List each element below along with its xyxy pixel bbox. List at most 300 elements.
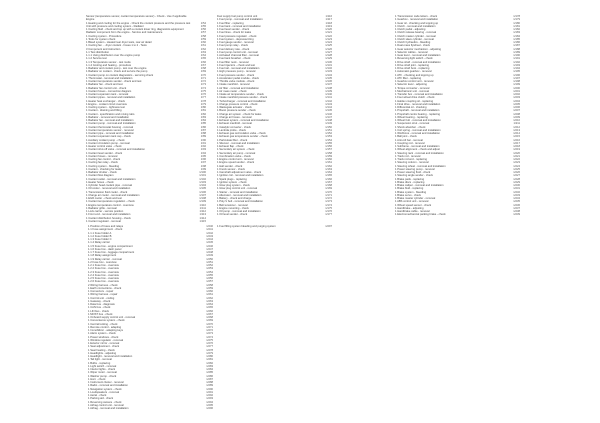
toc-entry-page: 1/265: [206, 306, 213, 310]
toc-entry-title: 1 Convenience system - check: [88, 319, 125, 323]
toc-entry-page: 1/235: [513, 200, 520, 204]
toc-entry-page: 1/255: [206, 273, 213, 277]
toc-entry-page: 1/258: [206, 283, 213, 287]
toc-entry-page: 1/278: [206, 348, 213, 352]
toc-entry-title: 1 Fuel gauge sender - removal: [217, 41, 254, 44]
toc-entry-page: 1/248: [206, 251, 213, 254]
toc-entry-title: 1 Horn - check: [88, 377, 106, 381]
toc-entry-page: 1/100: [199, 171, 206, 174]
toc-entry-title: 1.1.2 Fuse holder B: [88, 234, 112, 238]
toc-entry-page: 1/291: [206, 390, 213, 394]
toc-entry-title: 1 Selector lever - adjusting: [395, 83, 427, 87]
toc-entry-page: 1/114: [199, 216, 206, 220]
toc-entry-title: 1.2.2 Fuse box - overview: [88, 267, 119, 271]
toc-entry-page: 1/151: [325, 128, 332, 132]
toc-entry-title: 1 Cooling fan ... dryer coolant - hoses 1 to 2 - Tests: [86, 44, 147, 48]
toc-entry-page: 1/190: [513, 54, 520, 57]
toc-entry-title: 1.1.6 Fuse box - dash panel: [88, 247, 122, 251]
toc-entry-title: 1.1.5 Fuse box - engine compartment: [88, 244, 133, 248]
toc-entry-title: 1 Engine speed sender - check: [217, 161, 255, 165]
toc-entry-title: 1 Clutch pedal - adjusting: [395, 28, 426, 31]
toc-entry-page: 1/161: [325, 161, 332, 165]
toc-entry-page: 1/180: [513, 21, 520, 25]
toc-entry-title: 1 Engine temperature control - overview: [86, 203, 134, 207]
toc-entry-title: 1 Intake air temperature sender - check: [217, 93, 264, 96]
toc-entry-title: 1 Particulate filter - check: [217, 138, 248, 142]
toc-entry-page: 1/174: [325, 203, 332, 207]
toc-entry-title: 1 Coolant pump - removal and installation: [86, 122, 136, 126]
toc-entry-page: 1/155: [325, 141, 332, 145]
toc-entry-title: 1 Cooling system - bleeding: [86, 164, 120, 168]
toc-entry-page: 1/135: [325, 76, 332, 80]
toc-entry-title: 1 Secondary air system - check: [217, 148, 255, 152]
toc-entry-page: 1/175: [325, 206, 332, 210]
toc-entry-title: 1 ATF - checking and topping up: [395, 73, 434, 77]
toc-entry-page: 1/95: [200, 154, 206, 158]
toc-entry-title: 2 Wiring harness - check: [88, 283, 118, 287]
toc-entry-title: 1 Radiator fan - removal and installation: [86, 119, 134, 122]
toc-entry-page: 1/296: [206, 407, 213, 410]
toc-entry-page: 1/257: [206, 280, 213, 284]
toc-entry-page: 1/68: [200, 67, 206, 70]
toc-entry-page: 1/279: [206, 351, 213, 355]
toc-entry-title: 1 Thermostat - removal and installation: [86, 76, 133, 80]
toc-entry-page: 1/125: [325, 44, 332, 48]
toc-entry-title: 1 ABS control unit - removal: [395, 200, 429, 204]
toc-column-1: [86, 15, 206, 223]
toc-entry-page: 1/141: [325, 96, 332, 100]
toc-entry-title: 1 Radiator on coolant - check and service the pump: [86, 70, 148, 74]
toc-entry-title: 1 Loudspeakers - removal: [88, 390, 120, 394]
toc-entry-title: 1 Ignition system - check: [217, 180, 247, 184]
toc-entry-title: 1 Air filter - removal and installation: [217, 86, 259, 90]
toc-entry-title: 1 Coolant - checking for leaks: [86, 167, 122, 171]
toc-entry-page: 1/169: [325, 187, 332, 191]
toc-entry-title: 1 Coolant pump on coolant diagnostics - servicing check: [86, 73, 154, 77]
toc-entry-title: 1 Coupling rod - removal: [395, 141, 425, 145]
toc-entry-title: 1 Coolant level sender - check: [86, 151, 123, 155]
toc-entry-title: 1 Clutch release bearing - removal: [395, 31, 437, 35]
toc-entry-title: 1 Subframe - removal and installation: [395, 145, 440, 148]
toc-entry-title: 1 Alarm system - check: [88, 332, 116, 336]
toc-entry-title: 1 Catalytic converter - check: [217, 125, 251, 129]
toc-entry-page: 1/64: [200, 54, 206, 57]
toc-entry-title: 1 Brake servo - check: [395, 193, 421, 197]
toc-entry-page: 1/271: [206, 325, 213, 329]
toc-entry-title: 1 Cylinder head coolant pipe - removal: [86, 184, 133, 187]
toc-entry-page: 1/231: [513, 187, 520, 191]
toc-entry-page: 1/86: [200, 125, 206, 129]
toc-entry-title: 1.2.5 Fuse box - overview: [88, 277, 119, 280]
toc-entry-title: 1 Reversing camera - check: [88, 400, 122, 404]
toc-entry-page: 1/238: [513, 210, 520, 213]
toc-entry-page: 1/220: [513, 151, 520, 155]
toc-entry-page: 1/182: [513, 28, 520, 31]
toc-entry-title: 1 Differential oil - checking: [395, 106, 427, 109]
toc-entry-title: 1 Navigation system - check: [88, 387, 122, 391]
toc-entry-title: 1 Radio - removal and installation: [88, 384, 128, 388]
toc-entry-page: 1/97: [200, 161, 206, 165]
toc-entry-page: 1/163: [325, 167, 332, 171]
toc-entry-title: 1 Boost pressure sender - check: [217, 109, 256, 113]
toc-entry-title: 1 Fuel tank breather - check: [217, 57, 251, 61]
toc-entry-title: 1 Haldex coupling oil - replacing: [395, 99, 434, 103]
toc-column-3: [395, 15, 520, 217]
toc-entry-page: 1/63: [200, 50, 206, 54]
toc-entry-page: 1/113: [199, 213, 206, 217]
toc-entry-title: 1 Control unit - coding: [88, 296, 115, 300]
toc-entry-title: 1 Starter - removal and installation: [217, 190, 258, 194]
toc-entry-page: 1/232: [513, 190, 520, 194]
toc-entry-page: 1/183: [513, 31, 520, 35]
toc-entry-title: 1 Silencer - removal and installation: [217, 141, 260, 145]
toc-entry-page: 1/213: [513, 128, 520, 132]
toc-entry-title: 1 Gearbox - removal and installation: [395, 18, 439, 22]
toc-entry-page: 1/71: [200, 76, 206, 80]
toc-entry-title: 1 Coolant flow diagram: [86, 174, 114, 178]
toc-entry-page: 1/208: [513, 112, 520, 116]
toc-entry-title: 1 Wastegate actuator - check: [217, 106, 252, 109]
toc-entry-page: 1/129: [325, 57, 332, 61]
toc-entry-title: Engine: [86, 18, 95, 22]
toc-entry-title: 1 Connectors - repair: [88, 290, 114, 293]
toc-entry-page: 1/102: [199, 177, 206, 181]
toc-entry-title: 1 Fuel filter - replacing: [217, 21, 244, 25]
toc-entry-page: 1/152: [325, 132, 332, 135]
toc-entry-title: 1 Automatic gearbox - removal: [395, 70, 432, 74]
toc-entry-page: 1/219: [513, 148, 520, 152]
toc-entry-page: 1/251: [206, 260, 213, 264]
toc-entry-title: 1 Coolant temperature sender - check and test: [86, 80, 142, 83]
toc-entry-page: 1/215: [513, 135, 520, 139]
toc-entry-page: 1/176: [325, 210, 332, 213]
toc-entry-title: 1.2.4 Fuse box - overview: [88, 273, 119, 277]
toc-entry-title: 1 Aerial - check: [88, 394, 107, 397]
toc-entry-title: 1 Oil cooler - removal and installation: [86, 187, 131, 191]
toc-entry-page: 1/261: [206, 293, 213, 297]
toc-entry: [395, 213, 520, 216]
toc-entry-title: 1 Wheel hub - removal and installation: [395, 119, 441, 122]
toc-entry-page: 1/74: [200, 86, 206, 90]
toc-entry-title: 1 Lambda probe - check: [217, 128, 246, 132]
toc-entry-title: 1 Auxiliary coolant pump - check: [86, 138, 125, 142]
toc-entry-title: 1 Seat adjustment - check: [88, 345, 120, 349]
toc-entry-page: 1/277: [206, 345, 213, 349]
toc-entry-page: 1/62: [200, 47, 206, 51]
toc-entry-title: 1 Fuel pump control unit - removal: [217, 50, 258, 54]
toc-entry-page: 1/107: [199, 193, 206, 197]
toc-entry-page: 1/55: [200, 24, 206, 28]
toc-entry-page: 1/187: [513, 44, 520, 48]
toc-entry-page: 1/105: [199, 187, 206, 191]
toc-entry-title: 1 Clutch - removal and installation: [395, 24, 436, 28]
toc-entry-page: 1/285: [206, 371, 213, 375]
toc-entry-page: 1/166: [325, 177, 332, 181]
toc-entry-title: 1 Immobilizer - adapting keys: [88, 329, 123, 332]
toc-entry-page: 1/162: [325, 164, 332, 168]
toc-entry-title: 1 Seat heating - check: [88, 348, 115, 352]
toc-entry-page: 1/143: [325, 102, 332, 106]
toc-entry-page: 1/80: [200, 106, 206, 109]
toc-entry-page: 1/286: [206, 374, 213, 378]
toc-entry-page: 1/121: [325, 31, 332, 35]
toc-entry-title: 1 Throttle valve module - check: [217, 80, 255, 83]
toc-entry-page: 1/59: [200, 37, 206, 41]
toc-entry-page: 1/76: [200, 93, 206, 96]
toc-entry-page: 1/173: [325, 200, 332, 204]
toc-entry-page: 1/60: [200, 41, 206, 44]
toc-entry-page: 1/256: [206, 277, 213, 280]
toc-entry-page: 1/259: [206, 286, 213, 290]
toc-entry-page: 1/103: [199, 180, 206, 184]
toc-entry-title: 1 Reversing light switch - check: [395, 57, 433, 61]
toc-entry-title: 1 Clutch master cylinder - removal: [395, 34, 436, 38]
toc-entry-page: 1/204: [513, 99, 520, 103]
toc-entry-page: 1/130: [325, 60, 332, 64]
toc-entry-title: 1 MOST bus - check: [88, 312, 113, 316]
toc-entry-title: 1 Heater hoses - check: [86, 180, 114, 184]
toc-entry-page: 1/83: [200, 115, 206, 119]
toc-entry-title: 1 Track rod - removal: [395, 154, 421, 158]
toc-entry-title: 1 Cooling fan control - check: [86, 158, 121, 161]
toc-entry-title: 1 Headlight - removal and installation: [88, 355, 133, 358]
toc-entry-title: 1 Coolant temperature regulation - check: [86, 200, 135, 204]
toc-entry-title: 1 Ball joint - check: [395, 135, 417, 139]
toc-entry-title: 1 Coolant pipe - removal and installation: [86, 132, 134, 135]
toc-entry-page: 1/91: [200, 141, 206, 145]
toc-entry-page: 1/73: [200, 83, 206, 87]
toc-entry-title: 1.1.4 Relay carrier: [88, 241, 110, 245]
toc-entry-title: 1 Light switch - removal: [88, 364, 117, 368]
toc-entry-page: 1/237: [513, 206, 520, 210]
toc-entry-title: 1 CAN bus - check: [88, 306, 111, 310]
toc-entry-page: 1/178: [513, 15, 520, 18]
toc-entry-page: 1/57: [200, 31, 206, 35]
toc-entry-page: 1/184: [513, 34, 520, 38]
toc-entry-title: 1 Cooling fan relay - check: [86, 161, 118, 165]
toc-entry-title: 1 Radiator - removal and installation: [86, 115, 130, 119]
toc-entry-title: 1 Belt tensioner - removal: [217, 203, 248, 207]
toc-entry-title: 1 Intake manifold pressure sender - check: [217, 96, 268, 100]
toc-entry: [86, 220, 206, 223]
toc-entry-page: 1/126: [325, 47, 332, 51]
toc-entry-title: 1 Engine - coolant circuit overview: [86, 102, 127, 106]
toc-entry-page: 1/79: [200, 102, 206, 106]
toc-entry-title: 1 Wheel alignment - check and adjust: [395, 148, 440, 152]
toc-entry-page: 1/191: [513, 57, 520, 61]
toc-entry-page: 1/70: [200, 73, 206, 77]
toc-entry-title: 1 Battery - check and charge: [217, 197, 252, 200]
toc-entry-page: 1/274: [206, 335, 213, 339]
toc-entry-title: 1 Wiper motor - removal: [88, 371, 117, 375]
toc-entry-title: 1 Steering wheel - removal and installation: [395, 164, 446, 168]
toc-entry-title: 1 High pressure pump - removal: [217, 70, 256, 74]
toc-entry-title: 1 Tail light - removal: [88, 358, 112, 362]
toc-entry-title: 1 Radiator shutter - check: [86, 171, 117, 174]
toc-entry-page: 1/197: [513, 76, 520, 80]
toc-entry-page: 1/148: [325, 119, 332, 122]
toc-entry-title: 1 Torque converter - removal: [395, 86, 430, 90]
toc-entry-page: 1/241: [206, 228, 213, 232]
toc-entry-page: 1/170: [325, 190, 332, 194]
toc-entry-page: 1/236: [513, 203, 520, 207]
toc-entry-title: 1 Transfer box - removal and installation: [395, 93, 443, 96]
toc-entry-page: 1/131: [325, 63, 332, 67]
toc-entry-page: 1/99: [200, 167, 206, 171]
toc-entry-title: 1 Power steering pump - removal: [395, 167, 435, 171]
toc-entry-page: 1/233: [513, 193, 520, 197]
toc-entry-page: 1/254: [206, 270, 213, 274]
toc-entry-page: 1/98: [200, 164, 206, 168]
toc-entry-title: 1 Gateway - check: [88, 299, 111, 303]
toc-entry-page: 1/227: [513, 174, 520, 178]
toc-entry-page: 1/269: [206, 319, 213, 323]
toc-entry-title: 1 Four-wheel drive clutch - check: [395, 96, 435, 100]
toc-entry-title: Fuel supply fuel pump control unit: [217, 15, 258, 18]
toc-entry-title: 1 Radiator fan control unit - check: [86, 86, 127, 90]
toc-entry: [217, 225, 332, 228]
toc-entry-page: 1/119: [325, 24, 332, 28]
toc-entry-title: 1 Fuel pump relay - check: [217, 44, 248, 48]
toc-entry-page: 1/158: [325, 151, 332, 155]
toc-entry-page: 1/281: [206, 358, 213, 362]
toc-entry-page: 1/116: [325, 15, 332, 18]
toc-entry-title: 1 Transmission fluid cooler - check: [86, 190, 128, 194]
toc-entry-title: 1 Handbrake cable - removal: [395, 210, 430, 213]
toc-entry-title: 1.2.1 Fuse box - overview: [88, 264, 119, 267]
toc-entry-page: 1/154: [325, 138, 332, 142]
toc-entry-title: 1 Dual-mass flywheel - check: [395, 44, 430, 48]
toc-entry-page: 1/93: [200, 148, 206, 152]
toc-entry-page: 1/245: [206, 241, 213, 245]
toc-entry-page: 1/192: [513, 60, 520, 64]
toc-column-5: [217, 225, 332, 228]
toc-entry-title: 1 Fuel pressure regulator - check: [217, 34, 257, 38]
toc-entry-title: 1 Steering angle sender - check: [395, 174, 433, 178]
toc-entry-page: 1/266: [206, 309, 213, 313]
toc-entry-title: 1 Brake master cylinder - removal: [395, 197, 436, 200]
toc-entry-page: 1/101: [199, 174, 206, 178]
toc-entry-title: 1 Secondary air pump - removal: [217, 151, 256, 155]
toc-entry-page: 1/85: [200, 122, 206, 126]
toc-entry-page: 1/160: [325, 158, 332, 161]
toc-entry-page: 1/198: [513, 80, 520, 83]
toc-entry-title: 1 Poly-V belt - removal and installation: [217, 200, 263, 204]
toc-entry-title: 1.1.9 Relay carrier - removal: [88, 257, 122, 261]
toc-entry-page: 1/120: [325, 28, 332, 31]
toc-entry-page: 1/186: [513, 41, 520, 44]
toc-entry-page: 1/109: [199, 200, 206, 204]
toc-entry-title: 1 Final drive - removal and installation: [395, 102, 441, 106]
toc-entry-page: 1/250: [206, 257, 213, 261]
toc-entry-title: 1 Glow plug control unit - removal: [217, 187, 258, 191]
toc-entry-page: 1/263: [206, 299, 213, 303]
toc-entry-page: 1/78: [200, 99, 206, 103]
toc-entry-page: 1/216: [513, 138, 520, 142]
toc-entry-page: 1/122: [325, 34, 332, 38]
toc-entry-page: 1/133: [325, 70, 332, 74]
toc-entry-title: 1 Radiator fan - check and test: [86, 83, 123, 87]
toc-entry-title: 1 Track rod end - replacing: [395, 158, 427, 161]
toc-entry-title: 1 Fuel system - depressurizing: [217, 37, 254, 41]
toc-entry-page: 1/243: [206, 234, 213, 238]
toc-entry-title: 1 Brake fluid - replacing: [395, 187, 424, 191]
toc-entry-title: 1 Mechatronic unit - removal: [395, 89, 429, 93]
toc-entry-page: 1/77: [200, 96, 206, 100]
toc-entry: [88, 407, 213, 410]
toc-entry-title: 1 Gear lever - removal and installation: [395, 54, 441, 57]
toc-entry-title: 1 Gear selector mechanism - adjusting: [395, 47, 442, 51]
toc-entry-title: 1 Heater control valve - check: [86, 145, 122, 148]
toc-entry-page: 1/87: [200, 128, 206, 132]
toc-entry-page: 1/181: [513, 24, 520, 28]
toc-entry-title: 1.1 Test distribution: [86, 50, 110, 54]
toc-entry-page: 1/111: [199, 206, 206, 210]
toc-entry-title: 1 Headlights - adjusting: [88, 351, 117, 355]
toc-entry-page: 1/54: [200, 21, 206, 25]
toc-entry-title: 1 Interior lights - check: [88, 368, 116, 371]
toc-entry-page: 1/244: [206, 238, 213, 241]
toc-entry-page: 1/56: [200, 28, 206, 31]
toc-entry-title: 1 Brake discs - replacing: [395, 180, 425, 184]
toc-entry-page: 1/202: [513, 93, 520, 96]
toc-entry-page: 1/221: [513, 154, 520, 158]
toc-entry-page: 1/297: [325, 225, 332, 228]
toc-entry-page: 1/222: [513, 158, 520, 161]
toc-entry-page: 1/82: [200, 112, 206, 116]
toc-entry-page: 1/196: [513, 73, 520, 77]
toc-entry-title: 1 Camshaft adjustment valve - check: [217, 171, 262, 174]
toc-entry-title: 1.2.6 Fuse box - overview: [88, 280, 119, 284]
toc-entry-title: 1 Hall sender - check: [217, 164, 243, 168]
toc-entry-page: 1/211: [513, 122, 520, 126]
toc-entry-title: 1 Airbag control unit - removal: [88, 403, 124, 407]
toc-entry-title: 1 Coolant distribution housing - check: [86, 216, 131, 220]
toc-entry-title: 1 Brake pads - replacing: [395, 177, 425, 181]
toc-entry-title: 1 Charge pressure control - check: [217, 102, 258, 106]
toc-entry-page: 1/199: [513, 83, 520, 87]
toc-entry-page: 1/273: [206, 332, 213, 336]
toc-entry-page: 1/118: [325, 21, 332, 25]
toc-entry-page: 1/194: [513, 67, 520, 70]
toc-entry-page: 1/149: [325, 122, 332, 126]
toc-entry-page: 1/225: [513, 167, 520, 171]
toc-entry-page: 1/88: [200, 132, 206, 135]
toc-entry-page: 1/177: [325, 213, 332, 217]
toc-entry-page: 1/242: [206, 231, 213, 235]
toc-entry-page: 1/150: [325, 125, 332, 129]
toc-entry-page: 1/229: [513, 180, 520, 184]
toc-entry-title: 1 Wheel speed sensor - check: [395, 203, 432, 207]
toc-entry-title: 1 Exhaust gas temperature sender - check: [217, 135, 268, 139]
toc-entry-page: 1/272: [206, 329, 213, 332]
toc-entry-title: 1 Clutch hydraulics - bleeding: [395, 41, 431, 44]
toc-entry-title: 1 Alternator - removal and installation: [217, 193, 262, 197]
toc-entry-title: Unit with pressure and cooling system - Radiator: [86, 24, 144, 28]
toc-entry-title: 1 Cooling fluid - check and top up with a coolant lower ring, diagnostics equipment: [86, 28, 184, 31]
toc-entry-title: 1.1.1 Using distribution over the engine pump: [86, 54, 141, 57]
toc-entry-page: 1/137: [325, 83, 332, 87]
toc-entry-title: 1 Fuel rail - removal and installation: [217, 67, 260, 70]
toc-entry-page: 1/134: [325, 73, 332, 77]
toc-entry-title: 1 Exhaust flap - check: [217, 145, 244, 148]
toc-entry-title: 1 Coolant - draining and filling: [86, 109, 122, 113]
toc-entry-title: 1 Parking aid - check: [88, 397, 114, 401]
toc-entry-title: 1 Fuel filling system bleeding and purging system: [217, 225, 276, 228]
toc-entry-page: 1/112: [199, 210, 206, 213]
toc-column-2: [217, 15, 332, 217]
toc-entry-title: 1.2.3 Fuse box - overview: [88, 270, 119, 274]
